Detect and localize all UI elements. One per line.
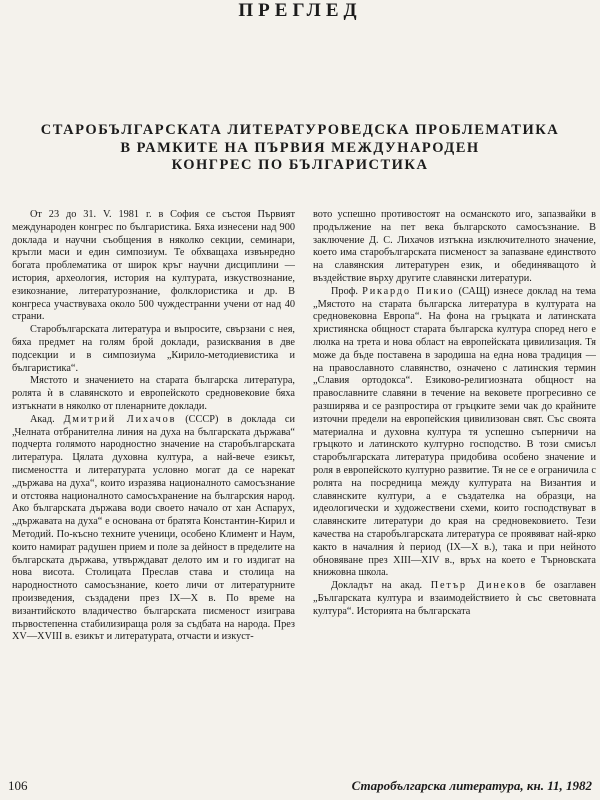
author-name: Петър Динеков (430, 580, 527, 592)
page-footer (8, 777, 592, 795)
section-title: ПРЕГЛЕД (238, 0, 362, 21)
paragraph-text: (СССР) в доклада си „Челната отбранителна линия на духа на българската държава“ подчерта голямото народностно значение на старобългарската литература. Цялата духовна култура, а най-вече езикът, писмеността и литературата условно могат да се нарекат „държава на духа“, които изразява националното самосъзнание и отстоява националното самосъхранение на българския народ. Ако българската държава води своето начало от хан Аспарух, „държавата на духа“ е основана от братята Константин-Кирил и Методий. По-късно техните ученици, особено Климент и Наум, които намират радушен прием и поле за дейност в пределите на българската държава, утвърждават делото им и го издигат на нова висота. Столицата Преслав става и столица на народностното самосъзнание, което личи от литературните произведения, създадени през IX—X в. По време на византийското владичество българската писменост изиграва първостепенна стабилизираща роля за съдбата на народа. През XV—XVIII в. езикът и литературата, отчасти и изкуст- (12, 413, 295, 643)
paragraph: вото успешно противостоят на османското иго, запазвайки в продължение на пет века българското самосъзнание. В заключение Д. С. Лихачов изтъкна изключителното значение, което има старобългарската писменост за запазване единството на славянския литературен език, и обединяващото ѝ въздействие върху другите славянски литератури. (313, 209, 596, 284)
paragraph (313, 286, 596, 580)
paragraph: Мястото и значението на старата българска литература, ролята ѝ в славянското и европейското средновековие бяха изтъкнати в няколко от пленарните доклади. (12, 375, 295, 412)
page-number: 106 (8, 778, 28, 793)
article-title-line: СТАРОБЪЛГАРСКАТА ЛИТЕРАТУРОВЕДСКА ПРОБЛЕМАТИКА (40, 122, 560, 138)
paragraph: От 23 до 31. V. 1981 г. в София се състоя Първият международен конгрес по българистика. Бяха изнесени над 900 доклада и научни съобщения в няколко секции, семинари, кръгли маси и един симпозиум. Те обхващаха извънредно богата проблематика от широк кръг научни дисциплини — история, археология, история на културата, изкуствознание, езикознание, литературознание, фолклористика и др. В конгреса участвуваха около 500 чуждестранни учени от над 40 страни. (12, 209, 295, 323)
paragraph (12, 414, 295, 644)
left-column (12, 209, 295, 749)
paragraph-text: бе озаглавен „Българската култура и взаимодействието ѝ със световната култура“. Историята на българската (313, 580, 596, 617)
paragraph-intro: Проф. (331, 285, 358, 297)
paragraph: Старобългарската литература и въпросите, свързани с нея, бяха предмет на голям брой доклади, разисквания в две подсекции и в симпозиума „Кирило-методиевистика и българистика“. (12, 324, 295, 374)
paragraph-text: (САЩ) изнесе доклад на тема „Мястото на старата българска литература в културата на средновековна Европа“. На фона на гръцката и латинската християнска общност старата българска култура според него е люлка на трета и нова област на европейската цивилизация. Тя може да бъде поставена в зародиша на една нова традиция — на православното славянство, означено с латинския термин „Славия ортодокса“. Езиково-религиозната общност на православните славяни в течение на вековете прогресивно се разширява и се разпростира от гръцките земи чак до крайните източни предели на европейския цивилизован свят. Със своята материална и духовна култура тя успешно съперничи на гръцкото и латинското културно господство. В този смисъл старобългарската литература придобива особено значение и роля в европейското културно развитие. Тя не се е ограничила с ролята на посредница между културата на Византия и славянските култури, а е създателка на образци, на идеологически и художествени схеми, които господствуват в славянските литератури до края на средновековието. Тези качества на старобългарската литература се проявяват най-ярко както в началния ѝ период (IX—X в.), така и при нейното обновяване през XIII—XIV в., връх на което е Търновската книжовна школа. (313, 285, 596, 579)
journal-reference: Старобългарска литература, кн. 11, 1982 (351, 778, 592, 793)
author-name: Дмитрий Лихачов (63, 413, 177, 425)
paragraph-intro: Докладът на акад. (331, 580, 423, 592)
article-title-line: КОНГРЕС ПО БЪЛГАРИСТИКА (171, 157, 429, 173)
paragraph (313, 580, 596, 618)
article-title-line: В РАМКИТЕ НА ПЪРВИЯ МЕЖДУНАРОДЕН (120, 139, 480, 156)
article-title (28, 122, 572, 175)
paragraph-intro: Акад. (30, 413, 55, 425)
author-name: Рикардо Пикио (362, 285, 455, 297)
right-column (313, 209, 596, 749)
